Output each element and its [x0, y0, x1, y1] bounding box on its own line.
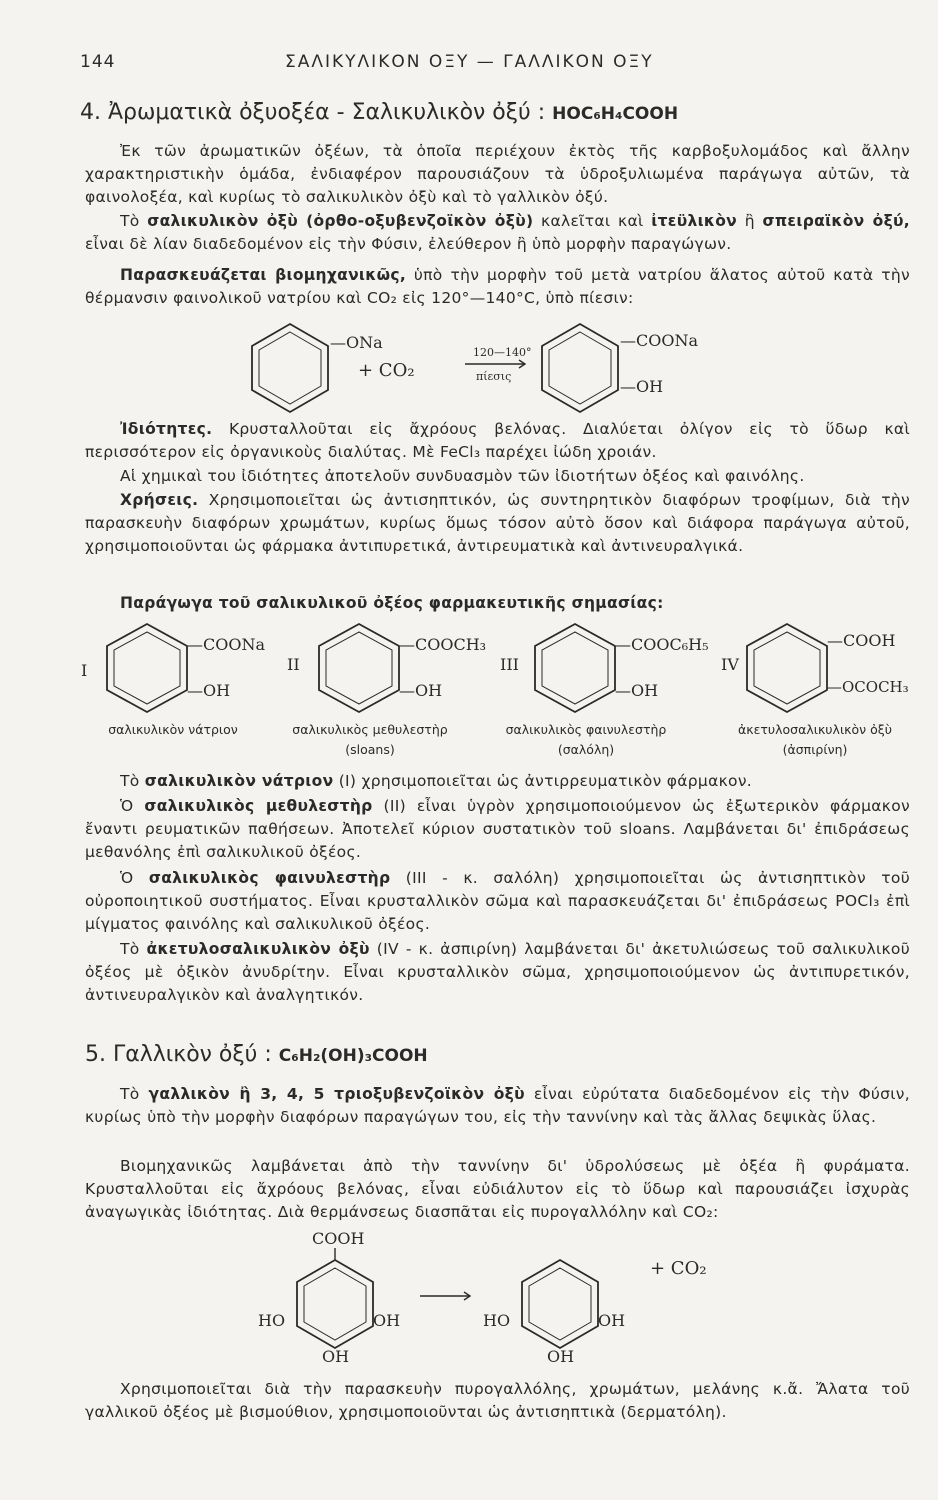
paragraph-chemical-properties: Αἱ χημικαὶ του ἰδιότητες ἀποτελοῦν συνδυασμὸν τῶν ἰδιοτήτων ὀξέος καὶ φαινόλης. — [120, 467, 805, 485]
benzene-ring-left — [252, 324, 328, 412]
caption-line: (σαλόλη) — [557, 742, 615, 757]
section-4-title: 4. Ἀρωματικὰ ὀξυοξέα - Σαλικυλικὸν ὀξύ : — [80, 100, 546, 125]
ring-gallic — [297, 1260, 373, 1348]
text-run: Ὁ — [120, 797, 134, 815]
group-i-1: —COONa — [187, 635, 266, 654]
section-4-heading — [80, 100, 910, 125]
bold-term: σαλικυλικὸς φαινυλεστὴρ — [148, 869, 391, 887]
caption-iii — [486, 720, 686, 760]
bold-term: σαλικυλικὸς μεθυλεστὴρ — [144, 797, 373, 815]
caption-line: ἀκετυλοσαλικυλικὸν ὀξὺ — [737, 722, 892, 737]
bold-term: Ἰδιότητες. — [120, 420, 213, 438]
numeral-iv: IV — [721, 655, 739, 674]
ring-iv — [747, 624, 827, 712]
group-oh-bottom-2: OH — [547, 1347, 575, 1362]
paragraph-gallic-production: Βιομηχανικῶς λαμβάνεται ἀπὸ τὴν ταννίνην δι' ὑδρολύσεως μὲ ὀξέα ἢ φυράματα. Κρυσταλλοῦται εἰς ἄχρόους βελόνας, εἶναι εὐδιάλυτον εἰς τὸ ὕδωρ καὶ παρουσιάζει ἰσχυρὰς ἀναγωγικὰς ἰδιότητας. Διὰ θερμάνσεως διασπᾶται εἰς πυρογαλλόλην καὶ CO₂: — [85, 1157, 910, 1221]
group-oh-bottom: OH — [322, 1347, 350, 1362]
group-ho-left: HO — [258, 1311, 286, 1330]
group-oh: —OH — [620, 377, 664, 396]
paragraph-intro: Ἐκ τῶν ἀρωματικῶν ὀξέων, τὰ ὁποῖα περιέχουν ἐκτὸς τῆς καρβοξυλομάδος καὶ ἄλλην χαρακτηριστικὴν ὁμάδα, ἐνδιαφέρον παρουσιάζουν τὰ ὑδροξυλιωμένα παράγωγα αὐτῶν, τὰ φαινολοξέα, καὶ κυρίως τὸ σαλικυλικὸν ὀξὺ καὶ τὸ γαλλικὸν ὀξύ. — [85, 142, 910, 206]
plus-co2: + CO₂ — [358, 360, 415, 381]
paragraph-gallic-acid — [85, 1083, 910, 1129]
numeral-ii: II — [287, 655, 300, 674]
derivative-ii — [287, 624, 486, 712]
paragraph-phenyl-salicylate — [85, 867, 910, 936]
text-run: Κρυσταλλοῦται εἰς ἄχρόους βελόνας. Διαλύεται ὀλίγον εἰς τὸ ὕδωρ καὶ περισσότερον εἰς ὀργανικοὺς διαλύτας. Μὲ FeCl₃ παρέχει ἰώδη χροιάν. — [85, 420, 910, 461]
bold-term: σπειραϊκὸν ὀξύ, — [762, 212, 910, 230]
section-5-heading — [85, 1042, 428, 1067]
text-run: Τὸ — [120, 772, 140, 790]
caption-line: (sloans) — [345, 742, 395, 757]
derivative-iv — [721, 624, 909, 712]
condition-temperature: 120—140° — [473, 346, 532, 359]
section-4-formula: HOC₆H₄COOH — [552, 104, 679, 124]
ring-pyrogallol-inner — [529, 1268, 591, 1340]
paragraph-uses — [85, 489, 910, 558]
paragraph-aspirin — [85, 938, 910, 1007]
ring-iii — [535, 624, 615, 712]
derivatives-diagram — [75, 618, 925, 718]
bold-term: γαλλικὸν ἢ 3, 4, 5 τριοξυβενζοϊκὸν ὀξὺ — [148, 1085, 525, 1103]
bold-term: σαλικυλικὸν ὀξὺ (ὀρθο-οξυβενζοϊκὸν ὀξὺ) — [147, 212, 534, 230]
page-header — [80, 52, 880, 80]
paragraph-properties — [85, 418, 910, 464]
group-ii-1: —COOCH₃ — [399, 635, 487, 654]
section-5-title: 5. Γαλλικὸν ὀξύ : — [85, 1042, 272, 1067]
benzene-ring-right — [542, 324, 618, 412]
running-title: ΣΑΛΙΚΥΛΙΚΟΝ ΟΞΥ — ΓΑΛΛΙΚΟΝ ΟΞΥ — [285, 52, 654, 72]
bold-term: Παρασκευάζεται βιομηχανικῶς, — [120, 266, 407, 284]
page-number: 144 — [80, 52, 116, 72]
bold-term: Χρήσεις. — [120, 491, 199, 509]
caption-iv — [710, 720, 920, 760]
group-ho-left-2: HO — [483, 1311, 511, 1330]
text-run: Τὸ — [120, 212, 140, 230]
group-iii-1: —COOC₆H₅ — [615, 635, 709, 654]
ring-ii-inner — [326, 632, 392, 704]
bold-term: ἰτεϋλικὸν — [651, 212, 738, 230]
plus-co2-2: + CO₂ — [650, 1258, 707, 1279]
caption-line: σαλικυλικὸς φαινυλεστὴρ — [505, 722, 667, 737]
paragraph-names — [85, 210, 910, 256]
text-run: Τὸ — [120, 940, 140, 958]
caption-line: σαλικυλικὸς μεθυλεστὴρ — [292, 722, 448, 737]
ring-iii-inner — [542, 632, 608, 704]
text-run: (I) χρησιμοποιεῖται ὡς ἀντιρρευματικὸν φάρμακον. — [338, 772, 753, 790]
group-iv-1: —COOH — [827, 631, 896, 650]
pyrogallol-reaction-diagram — [240, 1226, 740, 1362]
numeral-iii: III — [500, 655, 519, 674]
paragraph-gallic-uses: Χρησιμοποιεῖται διὰ τὴν παρασκευὴν πυρογαλλόλης, χρωμάτων, μελάνης κ.ἄ. Ἄλατα τοῦ γαλλικοῦ ὀξέος μὲ βισμούθιον, χρησιμοποιοῦνται ὡς ἀντισηπτικὰ (δερματόλη). — [85, 1380, 910, 1421]
group-i-2: —OH — [187, 681, 231, 700]
ring-gallic-inner — [304, 1268, 366, 1340]
derivative-iii — [500, 624, 709, 712]
ring-pyrogallol — [522, 1260, 598, 1348]
group-ii-2: —OH — [399, 681, 443, 700]
text-run: (II) εἶναι ὑγρὸν χρησιμοποιούμενον ὡς ἐξωτερικὸν φάρμακον ἔναντι ρευματικῶν παθήσεων. Ἀποτελεῖ κύριον συστατικὸν τοῦ sloans. Λαμβάνεται δι' ἐπιδράσεως μεθανόλης ἐπὶ σαλικυλικοῦ ὀξέος. — [85, 797, 910, 861]
group-ona: —ONa — [330, 333, 383, 352]
caption-i — [78, 720, 268, 740]
caption-line: (ἀσπιρίνη) — [782, 742, 848, 757]
ring-ii — [319, 624, 399, 712]
paragraph-preparation — [85, 264, 910, 310]
text-run: εἶναι εὐρύτατα διαδεδομένον εἰς τὴν Φύσιν, κυρίως ὑπὸ τὴν μορφὴν διαφόρων παραγώγων του, εἰς τὴν ταννίνην καὶ τὰς ἄλλας δεψικὰς ὕλας. — [85, 1085, 910, 1126]
group-iii-2: —OH — [615, 681, 659, 700]
caption-ii — [270, 720, 470, 760]
group-cooh-top: COOH — [312, 1229, 365, 1248]
text-run: ὑπὸ τὴν μορφὴν τοῦ μετὰ νατρίου ἅλατος αὐτοῦ κατὰ τὴν θέρμανσιν φαινολικοῦ νατρίου καὶ CO₂ εἰς 120°—140°C, ὑπὸ πίεσιν: — [85, 266, 910, 307]
numeral-i: I — [81, 661, 88, 680]
text-run: Χρησιμοποιεῖται ὡς ἀντισηπτικόν, ὡς συντηρητικὸν διαφόρων τροφίμων, διὰ τὴν παρασκευὴν διαφόρων χρωμάτων, κυρίως ὅμως τόσον αὐτὸ ὅσον καὶ διάφορα παράγωγα αὐτοῦ, χρησιμοποιοῦνται ὡς φάρμακα ἀντιπυρετικά, ἀντιρευματικὰ καὶ ἀντινευραλγικά. — [85, 491, 910, 555]
group-oh-right: OH — [373, 1311, 401, 1330]
section-5-formula: C₆H₂(OH)₃COOH — [278, 1046, 428, 1066]
caption-line: σαλικυλικὸν νάτριον — [108, 722, 238, 737]
derivative-i — [81, 624, 265, 712]
group-iv-2: —OCOCH₃ — [827, 678, 909, 696]
text-run: εἶναι δὲ λίαν διαδεδομένον εἰς τὴν Φύσιν, ἐλεύθερον ἢ ὑπὸ μορφὴν παραγώγων. — [85, 235, 732, 253]
text-run: Τὸ — [120, 1085, 140, 1103]
text-run: (IV - κ. ἀσπιρίνη) λαμβάνεται δι' ἀκετυλιώσεως τοῦ σαλικυλικοῦ ὀξέος μὲ ὀξικὸν ἀνυδρίτην. Εἶναι κρυσταλλικὸν σῶμα, χρησιμοποιούμενον ὡς ἀντιπυρετικόν, ἀντινευραλγικὸν καὶ ἀναλγητικόν. — [85, 940, 910, 1004]
paragraph-methyl-salicylate — [85, 795, 910, 864]
ring-i-inner — [114, 632, 180, 704]
paragraph-sodium-salicylate — [85, 770, 910, 793]
condition-pressure: πίεσις — [476, 370, 512, 383]
ring-i — [107, 624, 187, 712]
kolbe-reaction-diagram — [240, 318, 740, 418]
derivatives-heading: Παράγωγα τοῦ σαλικυλικοῦ ὀξέος φαρμακευτικῆς σημασίας: — [120, 594, 664, 612]
group-coona: —COONa — [620, 331, 699, 350]
text-run: καλεῖται καὶ — [541, 212, 644, 230]
text-run: (III - κ. σαλόλη) χρησιμοποιεῖται ὡς ἀντισηπτικὸν τοῦ οὐροποιητικοῦ συστήματος. Εἶναι κρυσταλλικὸν σῶμα καὶ παρασκευάζεται δι' ἐπιδράσεως POCl₃ ἐπὶ μίγματος φαινόλης καὶ σαλικυλικοῦ ὀξέος. — [85, 869, 910, 933]
bold-term: σαλικυλικὸν νάτριον — [144, 772, 334, 790]
group-oh-right-2: OH — [598, 1311, 626, 1330]
benzene-ring-left-inner — [259, 332, 321, 404]
bold-term: ἀκετυλοσαλικυλικὸν ὀξὺ — [146, 940, 370, 958]
text-run: Ὁ — [120, 869, 134, 887]
text-run: ἢ — [744, 212, 755, 230]
benzene-ring-right-inner — [549, 332, 611, 404]
ring-iv-inner — [754, 632, 820, 704]
